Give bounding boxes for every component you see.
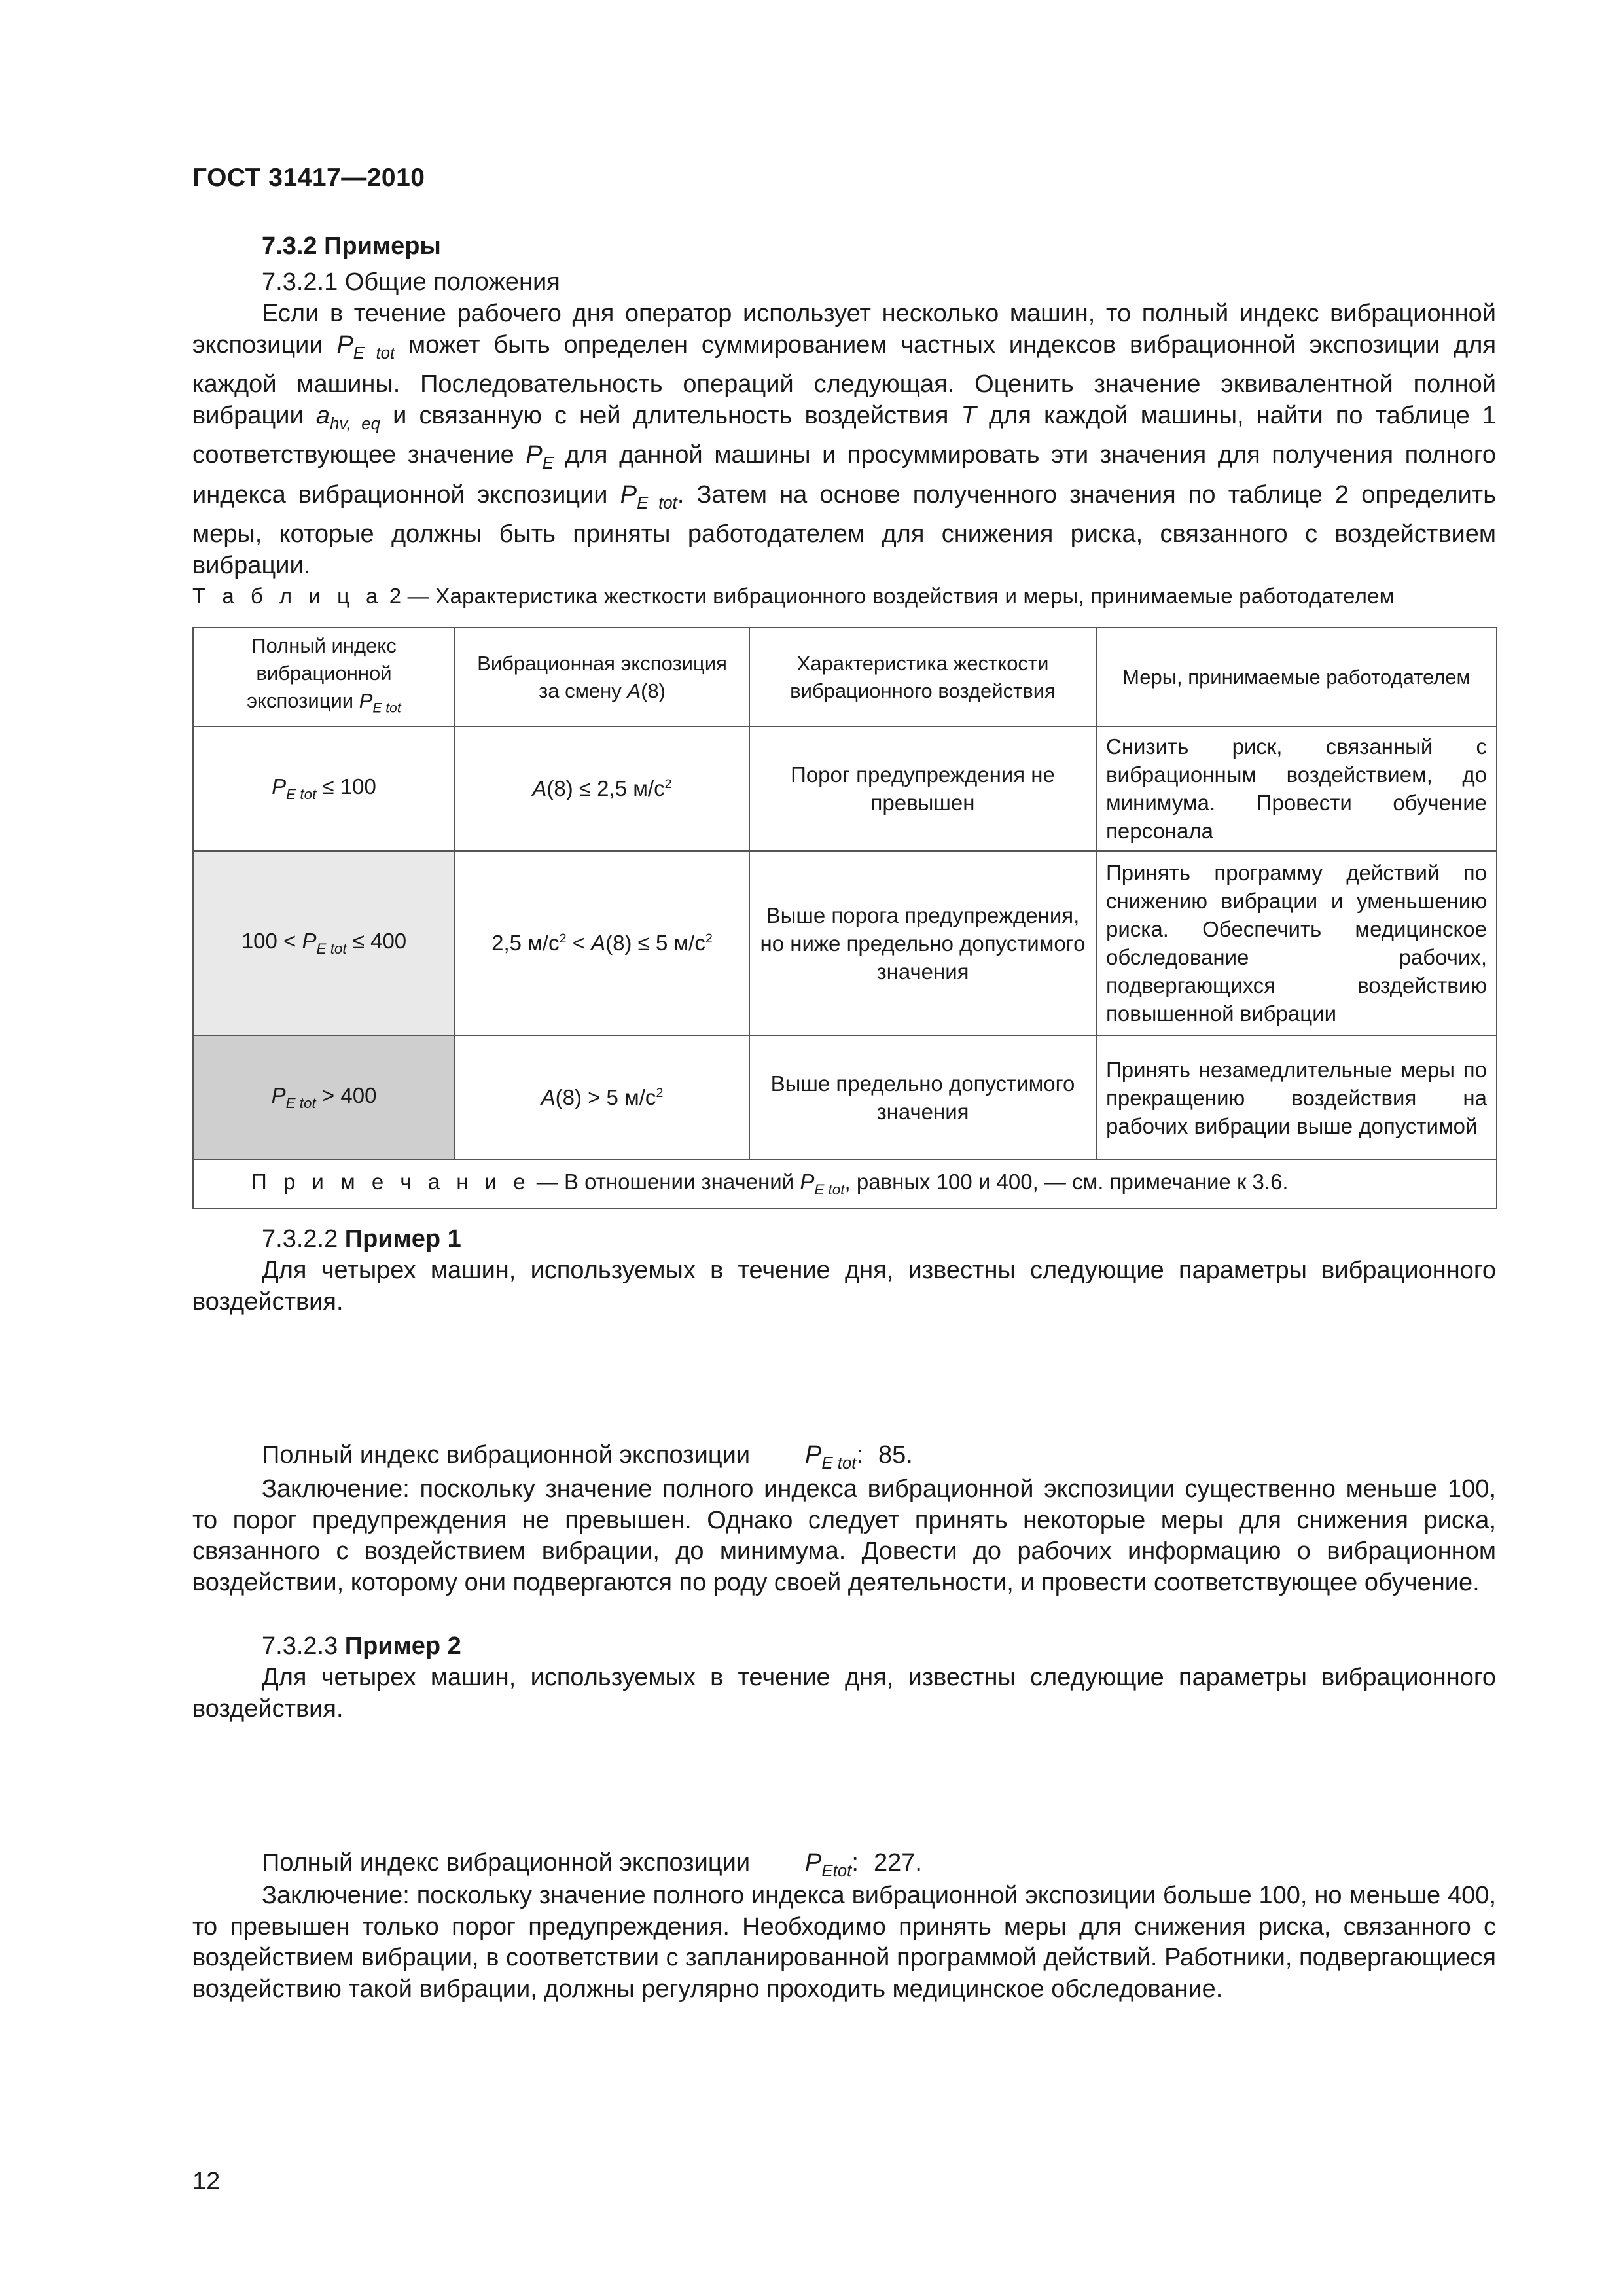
table-row (193, 1035, 1497, 1160)
section-subheading: 7.3.2.1 Общие положения (262, 268, 560, 296)
standard-code: ГОСТ 31417—2010 (192, 164, 425, 192)
cell-measures: Принять программу действий по снижению вибрации и уменьшению риска. Обеспечить медицинское обследование рабочих, подвергающихся воздействию повышенной вибрации (1096, 851, 1497, 1035)
example2-conclusion: Заключение: поскольку значение полного индекса вибрационной экспозиции больше 100, но меньше 400, то превышен только порог предупреждения. Необходимо принять меры для снижения риска, связанного с воздействием вибрации, в соответствии с запланированной программой действий. Работники, подвергающиеся воздействию такой вибрации, должны регулярно проходить медицинское обследование. (192, 1882, 1496, 2003)
example1-heading: 7.3.2.2 Пример 1 (262, 1225, 461, 1253)
table-caption-text: 2 — Характеристика жесткости вибрационного воздействия и меры, принимаемые работодателем (389, 584, 1395, 608)
example2-intro: Для четырех машин, используемых в течение дня, известны следующие параметры вибрационного воздействия. (192, 1664, 1496, 1723)
table-note-row (193, 1160, 1497, 1208)
example2-heading: 7.3.2.3 Пример 2 (262, 1632, 461, 1660)
table-row (193, 851, 1497, 1035)
note-text: — В отношении значений $P_{E tot}$, равных 100 и 400, — см. примечание к 3.6. (536, 1170, 1289, 1198)
cell-index: $P_{E tot} \le 100$ (193, 726, 455, 851)
intro-paragraph: Если в течение рабочего дня оператор использует несколько машин, то полный индекс вибрационной экспозиции $P_{E tot}$ может быть определен суммированием частных индексов вибрационной экспозиции для каждой машины. Последовательность операций следующая. Оценить значение эквивалентной полной вибрации $a_{hv, eq}$ и связанную с ней длительность воздействия T для каждой машины, найти по таблице 1 соответствующее значение $P_E$ для данной машины и просуммировать эти значения для получения полного индекса вибрационной экспозиции $P_{E tot}$. Затем на основе полученного значения по таблице 2 определить меры, которые должны быть приняты работодателем для снижения риска, связанного с воздействием вибрации. (192, 300, 1497, 579)
cell-severity: Выше порога предупреждения, но ниже предельно допустимого значения (749, 851, 1096, 1035)
table-caption (192, 584, 1395, 609)
example1-conclusion: Заключение: поскольку значение полного индекса вибрационной экспозиции существенно меньше 100, то порог предупреждения не превышен. Однако следует принять некоторые меры для снижения риска, связанного с воздействием вибрации, до минимума. Довести до рабочих информацию о вибрационном воздействии, которому они подвергаются по роду своей деятельности, и провести соответствующее обучение. (192, 1475, 1496, 1596)
example1-total-symbol: $P_{E tot}$: (805, 1441, 864, 1473)
cell-exposure: A(8) > 5 $м/с^2$ (455, 1035, 749, 1160)
example2-total-symbol: $P_{Etot}$: (805, 1849, 859, 1881)
header-exposure: Вибрационная экспозиция за смену A(8) (455, 628, 749, 726)
table-caption-label: Т а б л и ц а (192, 584, 383, 608)
table-header-row (193, 628, 1497, 726)
severity-table (192, 627, 1497, 1209)
cell-severity: Выше предельно допустимого значения (749, 1035, 1096, 1160)
page-number: 12 (192, 2168, 221, 2195)
header-severity: Характеристика жесткости вибрационного воздействия (749, 628, 1096, 726)
header-measures: Меры, принимаемые работодателем (1096, 628, 1497, 726)
cell-measures: Снизить риск, связанный с вибрационным воздействием, до минимума. Провести обучение персонала (1096, 726, 1497, 851)
table-note (193, 1160, 1497, 1208)
note-label: П р и м е ч а н и е (251, 1170, 531, 1194)
cell-exposure: A(8) ≤ 2,5 $м/с^2$ (455, 726, 749, 851)
section-heading: 7.3.2 Примеры (262, 232, 441, 260)
cell-measures: Принять незамедлительные меры по прекращению воздействия на рабочих вибрации выше допустимой (1096, 1035, 1497, 1160)
table-row (193, 726, 1497, 851)
cell-severity: Порог предупреждения не превышен (749, 726, 1096, 851)
cell-index: $100 < P_{E tot} \le 400$ (193, 851, 455, 1035)
header-index: Полный индекс вибрационной экспозиции $P_{E tot}$ (193, 628, 455, 726)
cell-index: $P_{E tot} > 400$ (193, 1035, 455, 1160)
cell-exposure: 2,5 $м/с^2 < A(8) \le 5$ $м/с^2$ (455, 851, 749, 1035)
example1-intro: Для четырех машин, используемых в течение дня, известны следующие параметры вибрационного воздействия. (192, 1257, 1496, 1316)
